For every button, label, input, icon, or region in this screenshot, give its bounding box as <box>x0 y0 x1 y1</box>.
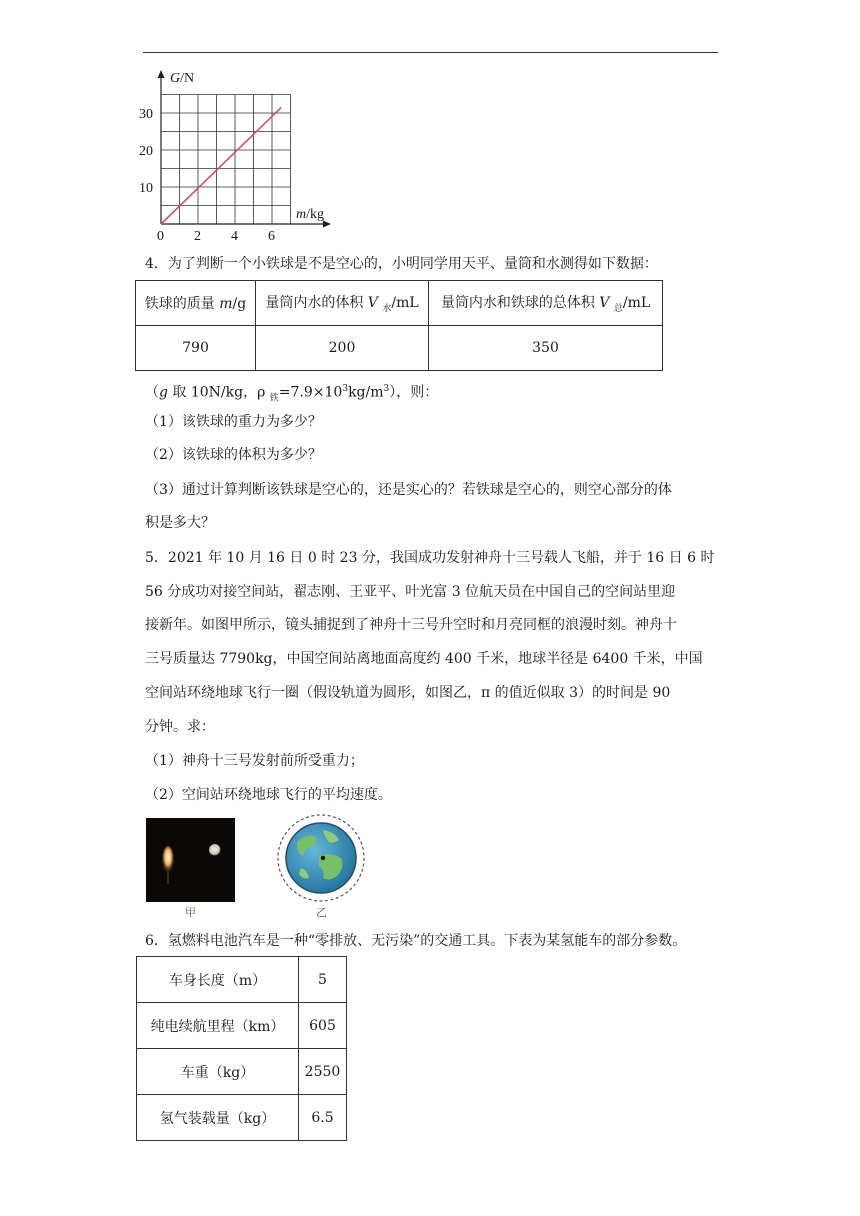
x-tick-label: 6 <box>268 229 275 244</box>
q5-sub1: （1）神舟十三号发射前所受重力； <box>145 753 364 769</box>
data-line <box>161 107 281 224</box>
y-axis-label: G/N <box>170 71 195 86</box>
q4-given: （g 取 10N/kg，ρ $_铁=7.9\times 10^3kg/m^3$），则： <box>145 384 439 404</box>
table-row <box>136 281 663 326</box>
earth-orbit-diagram <box>275 812 367 904</box>
x-axis-label: m/kg <box>296 207 325 222</box>
param-value: 6.5 <box>299 1095 347 1141</box>
g-m-graph <box>136 66 346 244</box>
param-label: 纯电续航里程（km） <box>137 1003 299 1049</box>
param-label: 氢气装载量（kg） <box>137 1095 299 1141</box>
param-label: 车身长度（m） <box>137 957 299 1003</box>
rocket-moon-photo <box>146 818 235 902</box>
space-station-marker-icon <box>321 856 325 860</box>
q5-sub2: （2）空间站环绕地球飞行的平均速度。 <box>145 787 392 803</box>
rocket-flame-icon <box>162 846 174 874</box>
y-tick-label: 30 <box>139 107 153 122</box>
x-axis-arrow <box>323 221 331 228</box>
header-water-volume: 量筒内水的体积 V $_水$/mL <box>256 281 429 326</box>
header-mass: 铁球的质量 m/g <box>136 281 256 326</box>
header-total-volume: 量筒内水和铁球的总体积 V $_总$/mL <box>429 281 663 326</box>
q4-data-table <box>135 280 663 371</box>
x-tick-label: 2 <box>194 229 201 244</box>
q5-line: 空间站环绕地球飞行一圈（假设轨道为圆形，如图乙，π 的值近似取 3）的时间是 90 <box>145 685 671 701</box>
table-row <box>136 326 663 371</box>
q4-sub3-line1: （3）通过计算判断该铁球是空心的，还是实心的？若铁球是空心的，则空心部分的体 <box>145 482 672 498</box>
table-row <box>137 1003 347 1049</box>
figure-b-caption: 乙 <box>316 906 327 919</box>
q4-sub2: （2）该铁球的体积为多少？ <box>145 447 322 463</box>
y-tick-labels <box>139 107 153 196</box>
param-value: 2550 <box>299 1049 347 1095</box>
q4-intro: 4．为了判断一个小铁球是不是空心的，小明同学用天平、量筒和水测得如下数据： <box>145 256 658 272</box>
q6-intro: 6．氢燃料电池汽车是一种“零排放、无污染”的交通工具。下表为某氢能车的部分参数。 <box>145 933 687 949</box>
value-mass: 790 <box>136 326 256 371</box>
q5-line: 三号质量达 7790kg，中国空间站离地面高度约 400 千米，地球半径是 6400 千米，中国 <box>145 651 703 667</box>
q5-line: 5．2021 年 10 月 16 日 0 时 23 分，我国成功发射神舟十三号载人飞船，并于 16 日 6 时 <box>145 550 715 566</box>
table-row <box>137 1095 347 1141</box>
param-label: 车重（kg） <box>137 1049 299 1095</box>
header-rule <box>143 52 718 53</box>
param-value: 5 <box>299 957 347 1003</box>
q5-line: 接新年。如图甲所示，镜头捕捉到了神舟十三号升空时和月亮同框的浪漫时刻。神舟十 <box>145 617 677 633</box>
table-row <box>137 957 347 1003</box>
table-row <box>137 1049 347 1095</box>
q5-line: 56 分成功对接空间站，翟志刚、王亚平、叶光富 3 位航天员在中国自己的空间站里迎 <box>145 584 676 600</box>
y-tick-label: 20 <box>139 144 153 159</box>
x-tick-labels <box>157 229 275 244</box>
figure-a-caption: 甲 <box>185 906 196 919</box>
x-tick-label: 0 <box>157 229 164 244</box>
x-tick-label: 4 <box>231 229 238 244</box>
q4-sub1: （1）该铁球的重力为多少？ <box>145 414 322 430</box>
moon-icon <box>209 844 221 856</box>
q4-sub3-line2: 积是多大？ <box>145 515 215 531</box>
y-axis-arrow <box>158 70 165 78</box>
param-value: 605 <box>299 1003 347 1049</box>
q6-params-table <box>136 956 347 1141</box>
y-tick-label: 10 <box>139 181 153 196</box>
value-total-volume: 350 <box>429 326 663 371</box>
q5-line: 分钟。求： <box>145 719 215 735</box>
value-water-volume: 200 <box>256 326 429 371</box>
